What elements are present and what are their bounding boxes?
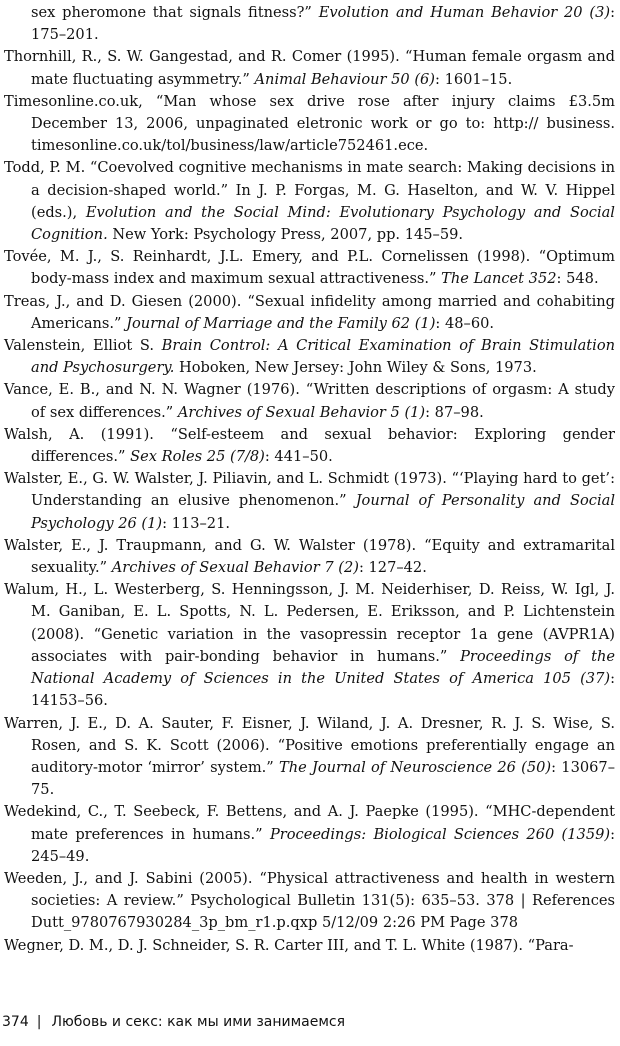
- reference-text: : 14153–56.: [31, 670, 615, 710]
- reference-text: : 1601–15.: [435, 70, 513, 88]
- running-title: Любовь и секс: как мы ими занимаемся: [51, 1014, 346, 1030]
- reference-source-title: Archives of Sexual Behavior 7 (2): [111, 559, 359, 577]
- reference-entry: [4, 935, 615, 957]
- reference-text: : 548.: [556, 270, 599, 288]
- reference-list: [4, 2, 615, 957]
- reference-entry: [4, 424, 615, 468]
- reference-text: : 127–42.: [358, 559, 427, 577]
- reference-source-title: Sex Roles 25 (7/8): [130, 448, 265, 466]
- reference-entry: [4, 579, 615, 712]
- reference-text: : 245–49.: [31, 825, 616, 865]
- reference-text: Valenstein, Elliot S.: [4, 337, 162, 355]
- reference-entry: [4, 801, 615, 868]
- reference-source-title: Evolution and Human Behavior 20 (3): [318, 4, 611, 21]
- reference-entry: [4, 91, 615, 158]
- reference-entry: [4, 335, 615, 379]
- reference-text: : 87–98.: [425, 403, 484, 421]
- reference-entry: [4, 246, 615, 290]
- reference-source-title: Archives of Sexual Behavior 5 (1): [177, 403, 426, 421]
- reference-text: Treas, J., and D. Giesen (2000). “Sexual infidelity among married and cohabiting Americans.”: [4, 292, 615, 332]
- reference-text: Vance, E. B., and N. N. Wagner (1976). “Written descriptions of orgasm: A study of sex differences.”: [4, 381, 615, 421]
- reference-text: Weeden, J., and J. Sabini (2005). “Physical attractiveness and health in western societies: A review.” Psychological Bulletin 131(5): 635–53. 378 | References Dutt_9780767930284_3p_bm_r1.p.qxp 5/12/09 2:26 PM Page 378: [4, 869, 615, 932]
- reference-source-title: Journal of Marriage and the Family 62 (1): [126, 314, 436, 332]
- reference-source-title: The Journal of Neuroscience 26 (50): [279, 758, 552, 776]
- reference-source-title: The Lancet 352: [441, 270, 557, 288]
- reference-text: Wegner, D. M., D. J. Schneider, S. R. Carter III, and T. L. White (1987). “Para-: [4, 936, 574, 954]
- footer-separator: |: [36, 1014, 42, 1030]
- reference-text: Thornhill, R., S. W. Gangestad, and R. Comer (1995). “Human female orgasm and mate fluctuating asymmetry.”: [4, 48, 615, 88]
- reference-text: : 113–21.: [162, 514, 231, 532]
- reference-text: : 13067–75.: [31, 758, 616, 799]
- reference-source-title: Brain Control: A Critical Examination of Brain Stimulation and Psychosurgery.: [31, 337, 616, 377]
- reference-text: Timesonline.co.uk, “Man whose sex drive rose after injury claims £3.5m December 13, 2006, unpaginated eletronic work or go to: http:// business. timesonline.co.uk/tol/business/law/article752461.ece.: [4, 92, 615, 155]
- reference-entry: [4, 868, 615, 935]
- reference-source-title: Evolution and the Social Mind: Evolutionary Psychology and Social Cognition.: [31, 203, 615, 244]
- reference-source-title: Journal of Personality and Social Psychology 26 (1): [31, 492, 615, 532]
- reference-entry: [4, 2, 615, 46]
- reference-text: sex pheromone that signals fitness?”: [31, 4, 319, 21]
- reference-entry: [4, 157, 615, 246]
- reference-text: : 48–60.: [435, 314, 495, 332]
- reference-text: Walum, H., L. Westerberg, S. Henningsson, J. M. Neiderhiser, D. Reiss, W. Igl, J. M. Ganiban, E. L. Spotts, N. L. Pedersen, E. Eriksson, and P. Lichtenstein (2008). “Genetic variation in the vasopressin receptor 1a gene (AVPR1A) associates with pair-bonding behavior in humans.”: [4, 581, 615, 665]
- reference-text: : 175–201.: [31, 4, 615, 44]
- reference-entry: [4, 468, 615, 535]
- reference-source-title: Animal Behaviour 50 (6): [254, 70, 436, 88]
- reference-entry: [4, 379, 615, 423]
- reference-text: Wedekind, C., T. Seebeck, F. Bettens, and A. J. Paepke (1995). “MHC-dependent mate preferences in humans.”: [4, 803, 615, 843]
- reference-source-title: Proceedings of the National Academy of Sciences in the United States of America 105 (37): [31, 647, 615, 688]
- reference-entry: [4, 535, 615, 579]
- reference-text: Todd, P. M. “Coevolved cognitive mechanisms in mate search: Making decisions in a decision-shaped world.” In J. P. Forgas, M. G. Haselton, and W. V. Hippel (eds.),: [4, 159, 615, 221]
- reference-text: Walster, E., G. W. Walster, J. Piliavin, and L. Schmidt (1973). “‘Playing hard to get’: Understanding an elusive phenomenon.”: [4, 470, 615, 510]
- reference-text: Walster, E., J. Traupmann, and G. W. Walster (1978). “Equity and extramarital sexuality.”: [4, 536, 615, 577]
- reference-source-title: Proceedings: Biological Sciences 260 (1359): [269, 825, 611, 843]
- reference-text: : 441–50.: [264, 448, 333, 466]
- reference-text: Walsh, A. (1991). “Self-esteem and sexual behavior: Exploring gender differences.”: [4, 425, 615, 466]
- reference-entry: [4, 46, 615, 90]
- page-number: 374: [2, 1014, 29, 1030]
- page-footer: [2, 1014, 345, 1030]
- reference-entry: [4, 291, 615, 335]
- reference-text: Tovée, M. J., S. Reinhardt, J.L. Emery, and P.L. Cornelissen (1998). “Optimum body-mass index and maximum sexual attractiveness.”: [4, 248, 615, 288]
- reference-text: Hoboken, New Jersey: John Wiley & Sons, 1973.: [174, 359, 537, 377]
- reference-text: New York: Psychology Press, 2007, pp. 145–59.: [107, 226, 464, 244]
- reference-entry: [4, 713, 615, 802]
- reference-text: Warren, J. E., D. A. Sauter, F. Eisner, J. Wiland, J. A. Dresner, R. J. S. Wise, S. Rosen, and S. K. Scott (2006). “Positive emotions preferentially engage an auditory-motor ‘mirror’ system.”: [4, 714, 615, 776]
